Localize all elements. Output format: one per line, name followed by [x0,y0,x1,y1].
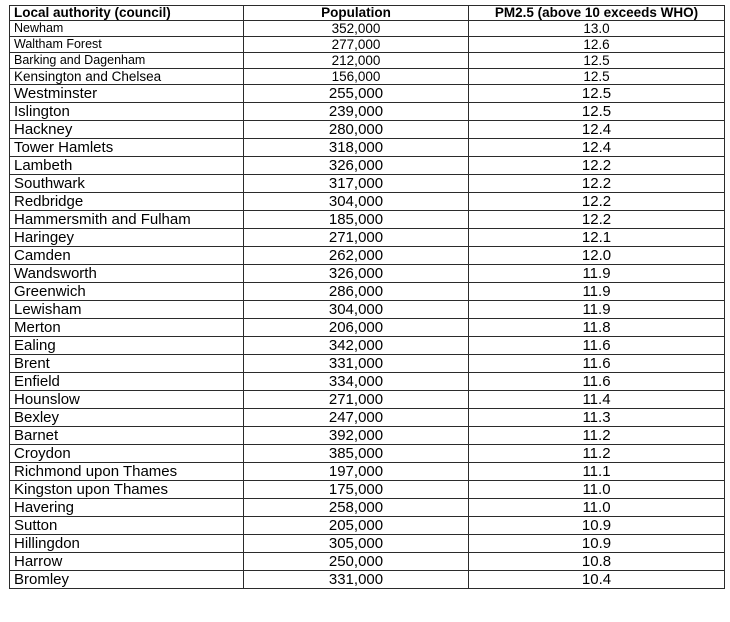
cell-population: 286,000 [244,283,469,301]
cell-local-authority: Waltham Forest [10,37,244,53]
cell-pm25: 12.0 [469,247,725,265]
table-body [10,21,725,589]
cell-local-authority: Hammersmith and Fulham [10,211,244,229]
cell-local-authority: Tower Hamlets [10,139,244,157]
cell-local-authority: Barnet [10,427,244,445]
table-row [10,265,725,283]
table-row [10,427,725,445]
cell-local-authority: Merton [10,319,244,337]
cell-local-authority: Croydon [10,445,244,463]
cell-local-authority: Greenwich [10,283,244,301]
cell-local-authority: Wandsworth [10,265,244,283]
table-row [10,373,725,391]
cell-local-authority: Hounslow [10,391,244,409]
cell-population: 326,000 [244,265,469,283]
cell-local-authority: Newham [10,21,244,37]
cell-population: 247,000 [244,409,469,427]
cell-local-authority: Enfield [10,373,244,391]
cell-pm25: 11.3 [469,409,725,427]
table-row [10,445,725,463]
cell-pm25: 12.6 [469,37,725,53]
cell-population: 277,000 [244,37,469,53]
cell-population: 326,000 [244,157,469,175]
cell-population: 258,000 [244,499,469,517]
cell-local-authority: Havering [10,499,244,517]
cell-population: 318,000 [244,139,469,157]
cell-pm25: 11.6 [469,355,725,373]
table-row [10,355,725,373]
cell-local-authority: Richmond upon Thames [10,463,244,481]
table-row [10,85,725,103]
cell-population: 317,000 [244,175,469,193]
cell-pm25: 10.9 [469,535,725,553]
cell-pm25: 11.1 [469,463,725,481]
table-row [10,69,725,85]
table-row [10,193,725,211]
cell-population: 331,000 [244,571,469,589]
cell-pm25: 12.5 [469,85,725,103]
table-row [10,121,725,139]
cell-population: 206,000 [244,319,469,337]
table-row [10,535,725,553]
cell-local-authority: Hillingdon [10,535,244,553]
cell-pm25: 11.9 [469,265,725,283]
cell-local-authority: Lambeth [10,157,244,175]
table-row [10,283,725,301]
cell-population: 175,000 [244,481,469,499]
cell-population: 212,000 [244,53,469,69]
cell-pm25: 13.0 [469,21,725,37]
table-row [10,53,725,69]
table-row [10,37,725,53]
cell-population: 280,000 [244,121,469,139]
table-row [10,571,725,589]
cell-pm25: 11.6 [469,373,725,391]
table-row [10,391,725,409]
cell-population: 271,000 [244,229,469,247]
cell-local-authority: Camden [10,247,244,265]
cell-local-authority: Hackney [10,121,244,139]
cell-pm25: 10.8 [469,553,725,571]
cell-population: 305,000 [244,535,469,553]
cell-population: 352,000 [244,21,469,37]
cell-pm25: 11.0 [469,499,725,517]
table-row [10,103,725,121]
table-row [10,247,725,265]
cell-population: 262,000 [244,247,469,265]
cell-local-authority: Kensington and Chelsea [10,69,244,85]
cell-pm25: 12.2 [469,193,725,211]
table-row [10,319,725,337]
table-row [10,175,725,193]
table-row [10,157,725,175]
cell-pm25: 12.2 [469,211,725,229]
table-row [10,517,725,535]
cell-local-authority: Kingston upon Thames [10,481,244,499]
header-pm25: PM2.5 (above 10 exceeds WHO) [469,6,725,21]
table-row [10,139,725,157]
cell-pm25: 12.4 [469,139,725,157]
cell-local-authority: Southwark [10,175,244,193]
table-row [10,463,725,481]
table-row [10,301,725,319]
cell-population: 197,000 [244,463,469,481]
cell-pm25: 10.9 [469,517,725,535]
cell-population: 385,000 [244,445,469,463]
cell-local-authority: Westminster [10,85,244,103]
cell-population: 304,000 [244,193,469,211]
cell-population: 250,000 [244,553,469,571]
cell-population: 392,000 [244,427,469,445]
cell-pm25: 12.5 [469,69,725,85]
cell-population: 156,000 [244,69,469,85]
cell-pm25: 11.2 [469,445,725,463]
cell-pm25: 12.5 [469,53,725,69]
table-row [10,499,725,517]
cell-population: 271,000 [244,391,469,409]
pm25-table [9,5,725,589]
cell-local-authority: Harrow [10,553,244,571]
cell-local-authority: Sutton [10,517,244,535]
cell-local-authority: Haringey [10,229,244,247]
cell-local-authority: Lewisham [10,301,244,319]
table-row [10,409,725,427]
cell-pm25: 11.2 [469,427,725,445]
cell-pm25: 11.8 [469,319,725,337]
cell-population: 239,000 [244,103,469,121]
header-population: Population [244,6,469,21]
cell-pm25: 12.2 [469,175,725,193]
cell-population: 304,000 [244,301,469,319]
cell-population: 205,000 [244,517,469,535]
cell-pm25: 12.2 [469,157,725,175]
cell-population: 255,000 [244,85,469,103]
header-local-authority: Local authority (council) [10,6,244,21]
cell-local-authority: Ealing [10,337,244,355]
table-row [10,553,725,571]
cell-pm25: 11.6 [469,337,725,355]
table-row [10,21,725,37]
cell-population: 185,000 [244,211,469,229]
cell-pm25: 11.4 [469,391,725,409]
cell-population: 331,000 [244,355,469,373]
cell-local-authority: Islington [10,103,244,121]
cell-local-authority: Barking and Dagenham [10,53,244,69]
cell-pm25: 12.1 [469,229,725,247]
table-row [10,481,725,499]
cell-local-authority: Bromley [10,571,244,589]
cell-pm25: 11.9 [469,301,725,319]
table-row [10,211,725,229]
cell-pm25: 11.0 [469,481,725,499]
table-row [10,229,725,247]
cell-pm25: 10.4 [469,571,725,589]
cell-local-authority: Brent [10,355,244,373]
cell-pm25: 12.5 [469,103,725,121]
header-row [10,6,725,21]
table-row [10,337,725,355]
cell-local-authority: Bexley [10,409,244,427]
cell-population: 342,000 [244,337,469,355]
cell-pm25: 12.4 [469,121,725,139]
cell-population: 334,000 [244,373,469,391]
cell-pm25: 11.9 [469,283,725,301]
cell-local-authority: Redbridge [10,193,244,211]
